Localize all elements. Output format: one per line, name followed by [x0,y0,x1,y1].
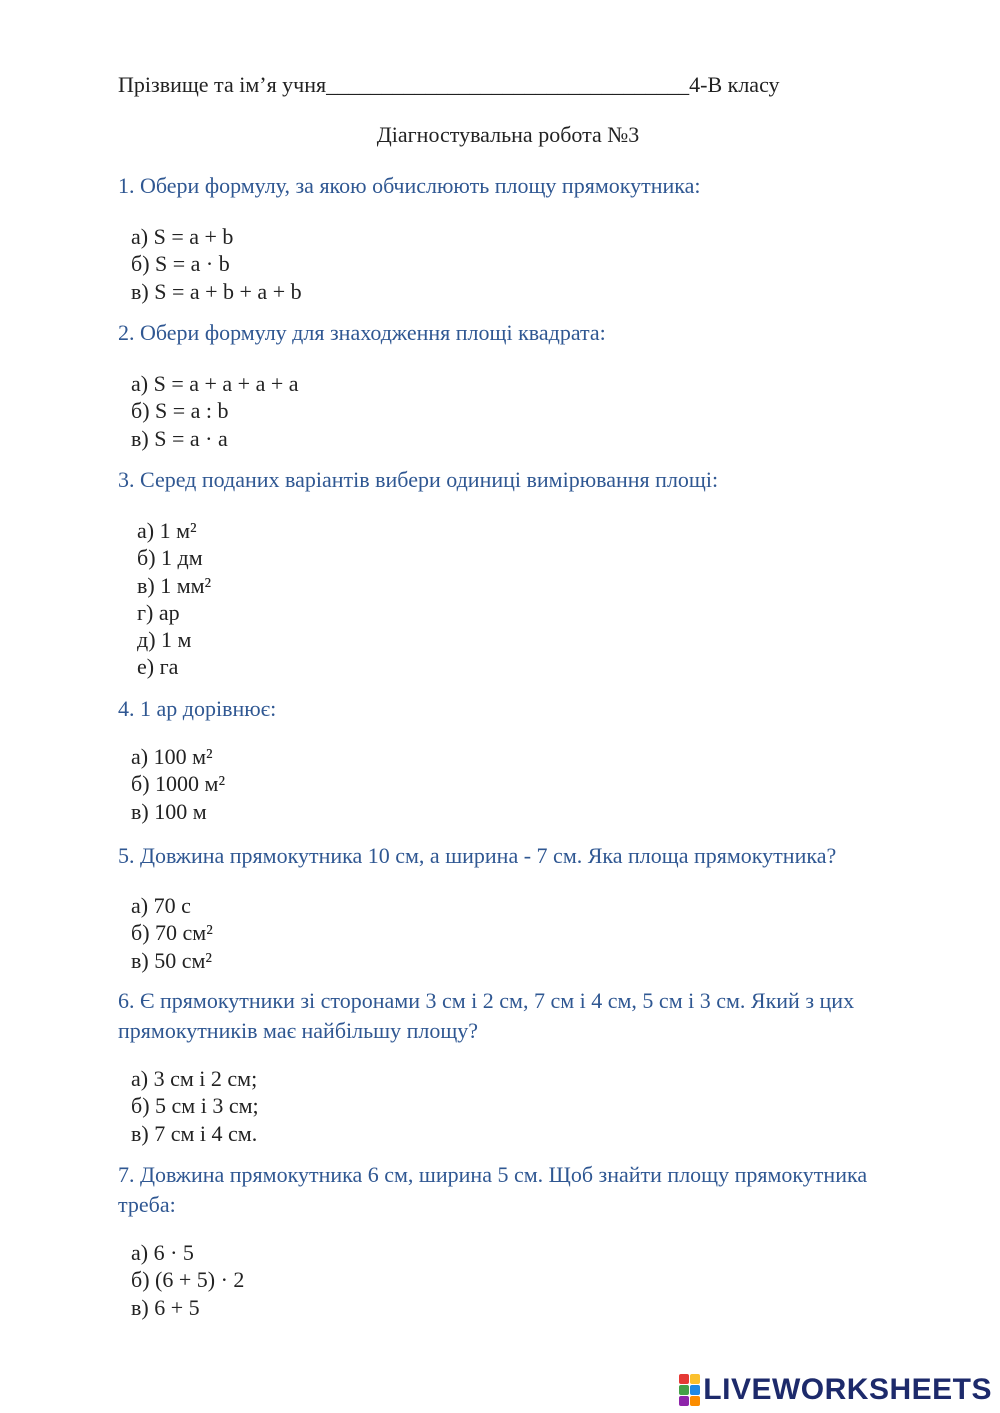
option-5b[interactable]: б) 70 см² [131,920,213,946]
option-4a[interactable]: а) 100 м² [131,744,213,769]
option-7c[interactable]: в) 6 + 5 [131,1294,200,1320]
option-3c[interactable]: в) 1 мм² [137,572,212,598]
question-5: 5. Довжина прямокутника 10 см, а ширина - 7 см. Яка площа прямокутника? [118,843,837,868]
option-2c[interactable]: в) S = a · a [131,425,228,451]
option-3e[interactable]: д) 1 м [137,627,192,653]
liveworksheets-logo[interactable] [679,1373,992,1407]
question-4-options [131,743,225,825]
question-7-options [131,1239,244,1321]
question-3-options [137,517,211,681]
question-2-options [131,370,299,452]
question-3: 3. Серед поданих варіантів вибери одиниці вимірювання площі: [118,467,719,492]
option-3a[interactable]: а) 1 м² [137,518,197,543]
option-2b[interactable]: б) S = a : b [131,398,229,424]
liveworksheets-logo-icon [679,1374,700,1406]
option-1c[interactable]: в) S = a + b + a + b [131,278,302,304]
worksheet-title: Діагностувальна робота №3 [376,122,640,147]
option-3b[interactable]: б) 1 дм [137,545,203,571]
question-5-options [131,892,213,974]
option-1a[interactable]: а) S = a + b [131,224,234,249]
option-3d[interactable]: г) ар [137,599,180,625]
option-7a[interactable]: а) 6 · 5 [131,1240,194,1265]
option-3f[interactable]: е) га [137,654,179,680]
question-4: 4. 1 ар дорівнює: [118,696,277,721]
option-6b[interactable]: б) 5 см і 3 см; [131,1093,259,1119]
option-1b[interactable]: б) S = a · b [131,251,230,277]
option-5c[interactable]: в) 50 см² [131,947,212,973]
option-4b[interactable]: б) 1000 м² [131,771,226,797]
option-5a[interactable]: а) 70 с [131,893,191,918]
option-6a[interactable]: а) 3 см і 2 см; [131,1066,258,1091]
question-2: 2. Обери формулу для знаходження площі квадрата: [118,320,606,345]
question-1: 1. Обери формулу, за якою обчислюють площу прямокутника: [118,173,701,198]
question-1-options [131,223,302,305]
question-6-options [131,1065,259,1147]
option-6c[interactable]: в) 7 см і 4 см. [131,1120,258,1146]
question-6: 6. Є прямокутники зі сторонами 3 см і 2 см, 7 см і 4 см, 5 см і 3 см. Який з цих прямокутників має найбільшу площу? [118,988,855,1043]
student-name-line: Прізвище та ім’я учня_________________________________4-В класу [118,72,780,97]
option-2a[interactable]: а) S = a + a + a + a [131,371,299,396]
option-4c[interactable]: в) 100 м [131,798,207,824]
question-7: 7. Довжина прямокутника 6 см, ширина 5 см. Щоб знайти площу прямокутника треба: [118,1162,868,1217]
option-7b[interactable]: б) (6 + 5) · 2 [131,1267,245,1293]
liveworksheets-logo-text: LIVEWORKSHEETS [703,1373,992,1406]
